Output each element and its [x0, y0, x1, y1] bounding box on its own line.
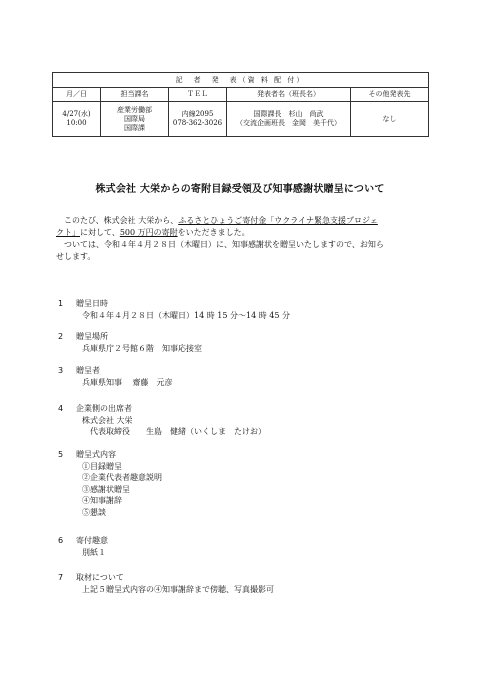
section-schedule: 1 贈呈日時 令和４年４月２８日（木曜日）14 時 15 分～14 時 45 分: [58, 299, 290, 320]
header-date: 月／日: [53, 88, 101, 102]
cell-department: 産業労働部 国際局 国際課: [101, 102, 169, 137]
document-title: 株式会社 大栄からの寄附目録受領及び知事感謝状贈呈について: [95, 184, 385, 195]
header-presenter: 発表者名（班長名）: [227, 88, 351, 102]
intro-line-1: このたび、株式会社 大栄から、ふるさとひょうご寄付金「ウクライナ緊急支援プロジェ: [64, 216, 378, 225]
header-other: その他発表先: [351, 88, 429, 102]
header-tel: ＴＥＬ: [169, 88, 227, 102]
press-release-table: [52, 72, 429, 137]
section-presenter: 3 贈呈者 兵庫県知事 齋藤 元彦: [58, 366, 173, 387]
header-department: 担当課名: [101, 88, 169, 102]
section-ceremony: 5 贈呈式内容 ①目録贈呈 ②企業代表者趣意説明 ③感謝状贈呈 ④知事謝辞 ⑤懇談: [58, 450, 162, 517]
section-donation-purpose: 6 寄付趣意 別紙１: [58, 536, 108, 557]
intro-line-3: ついては、令和４年４月２８日（木曜日）に、知事感謝状を贈呈いたしますので、お知ら: [64, 240, 384, 249]
cell-presenter: 国際課長 杉山 尚武 （交流企画班長 金岡 美千代）: [227, 102, 351, 137]
cell-other: なし: [351, 102, 429, 137]
section-press-coverage: 7 取材について 上記５贈呈式内容の④知事謝辞まで傍聴、写真撮影可: [58, 573, 274, 594]
section-venue: 2 贈呈場所 兵庫県庁２号館６階 知事応接室: [58, 332, 202, 353]
cell-date: 4/27(水) 10:00: [53, 102, 101, 137]
intro-line-4: せします。: [56, 252, 96, 261]
press-table-title: 記 者 発 表（資 料 配 付）: [53, 73, 429, 88]
intro-paragraph: [56, 215, 428, 263]
intro-line-2: クト」に対して、500 万円の寄附をいただきました。: [56, 228, 250, 237]
cell-tel: 内線2095 078-362-3026: [169, 102, 227, 137]
section-attendees: 4 企業側の出席者 株式会社 大栄 代表取締役 生島 健緒（いくしま たけお）: [58, 404, 266, 436]
